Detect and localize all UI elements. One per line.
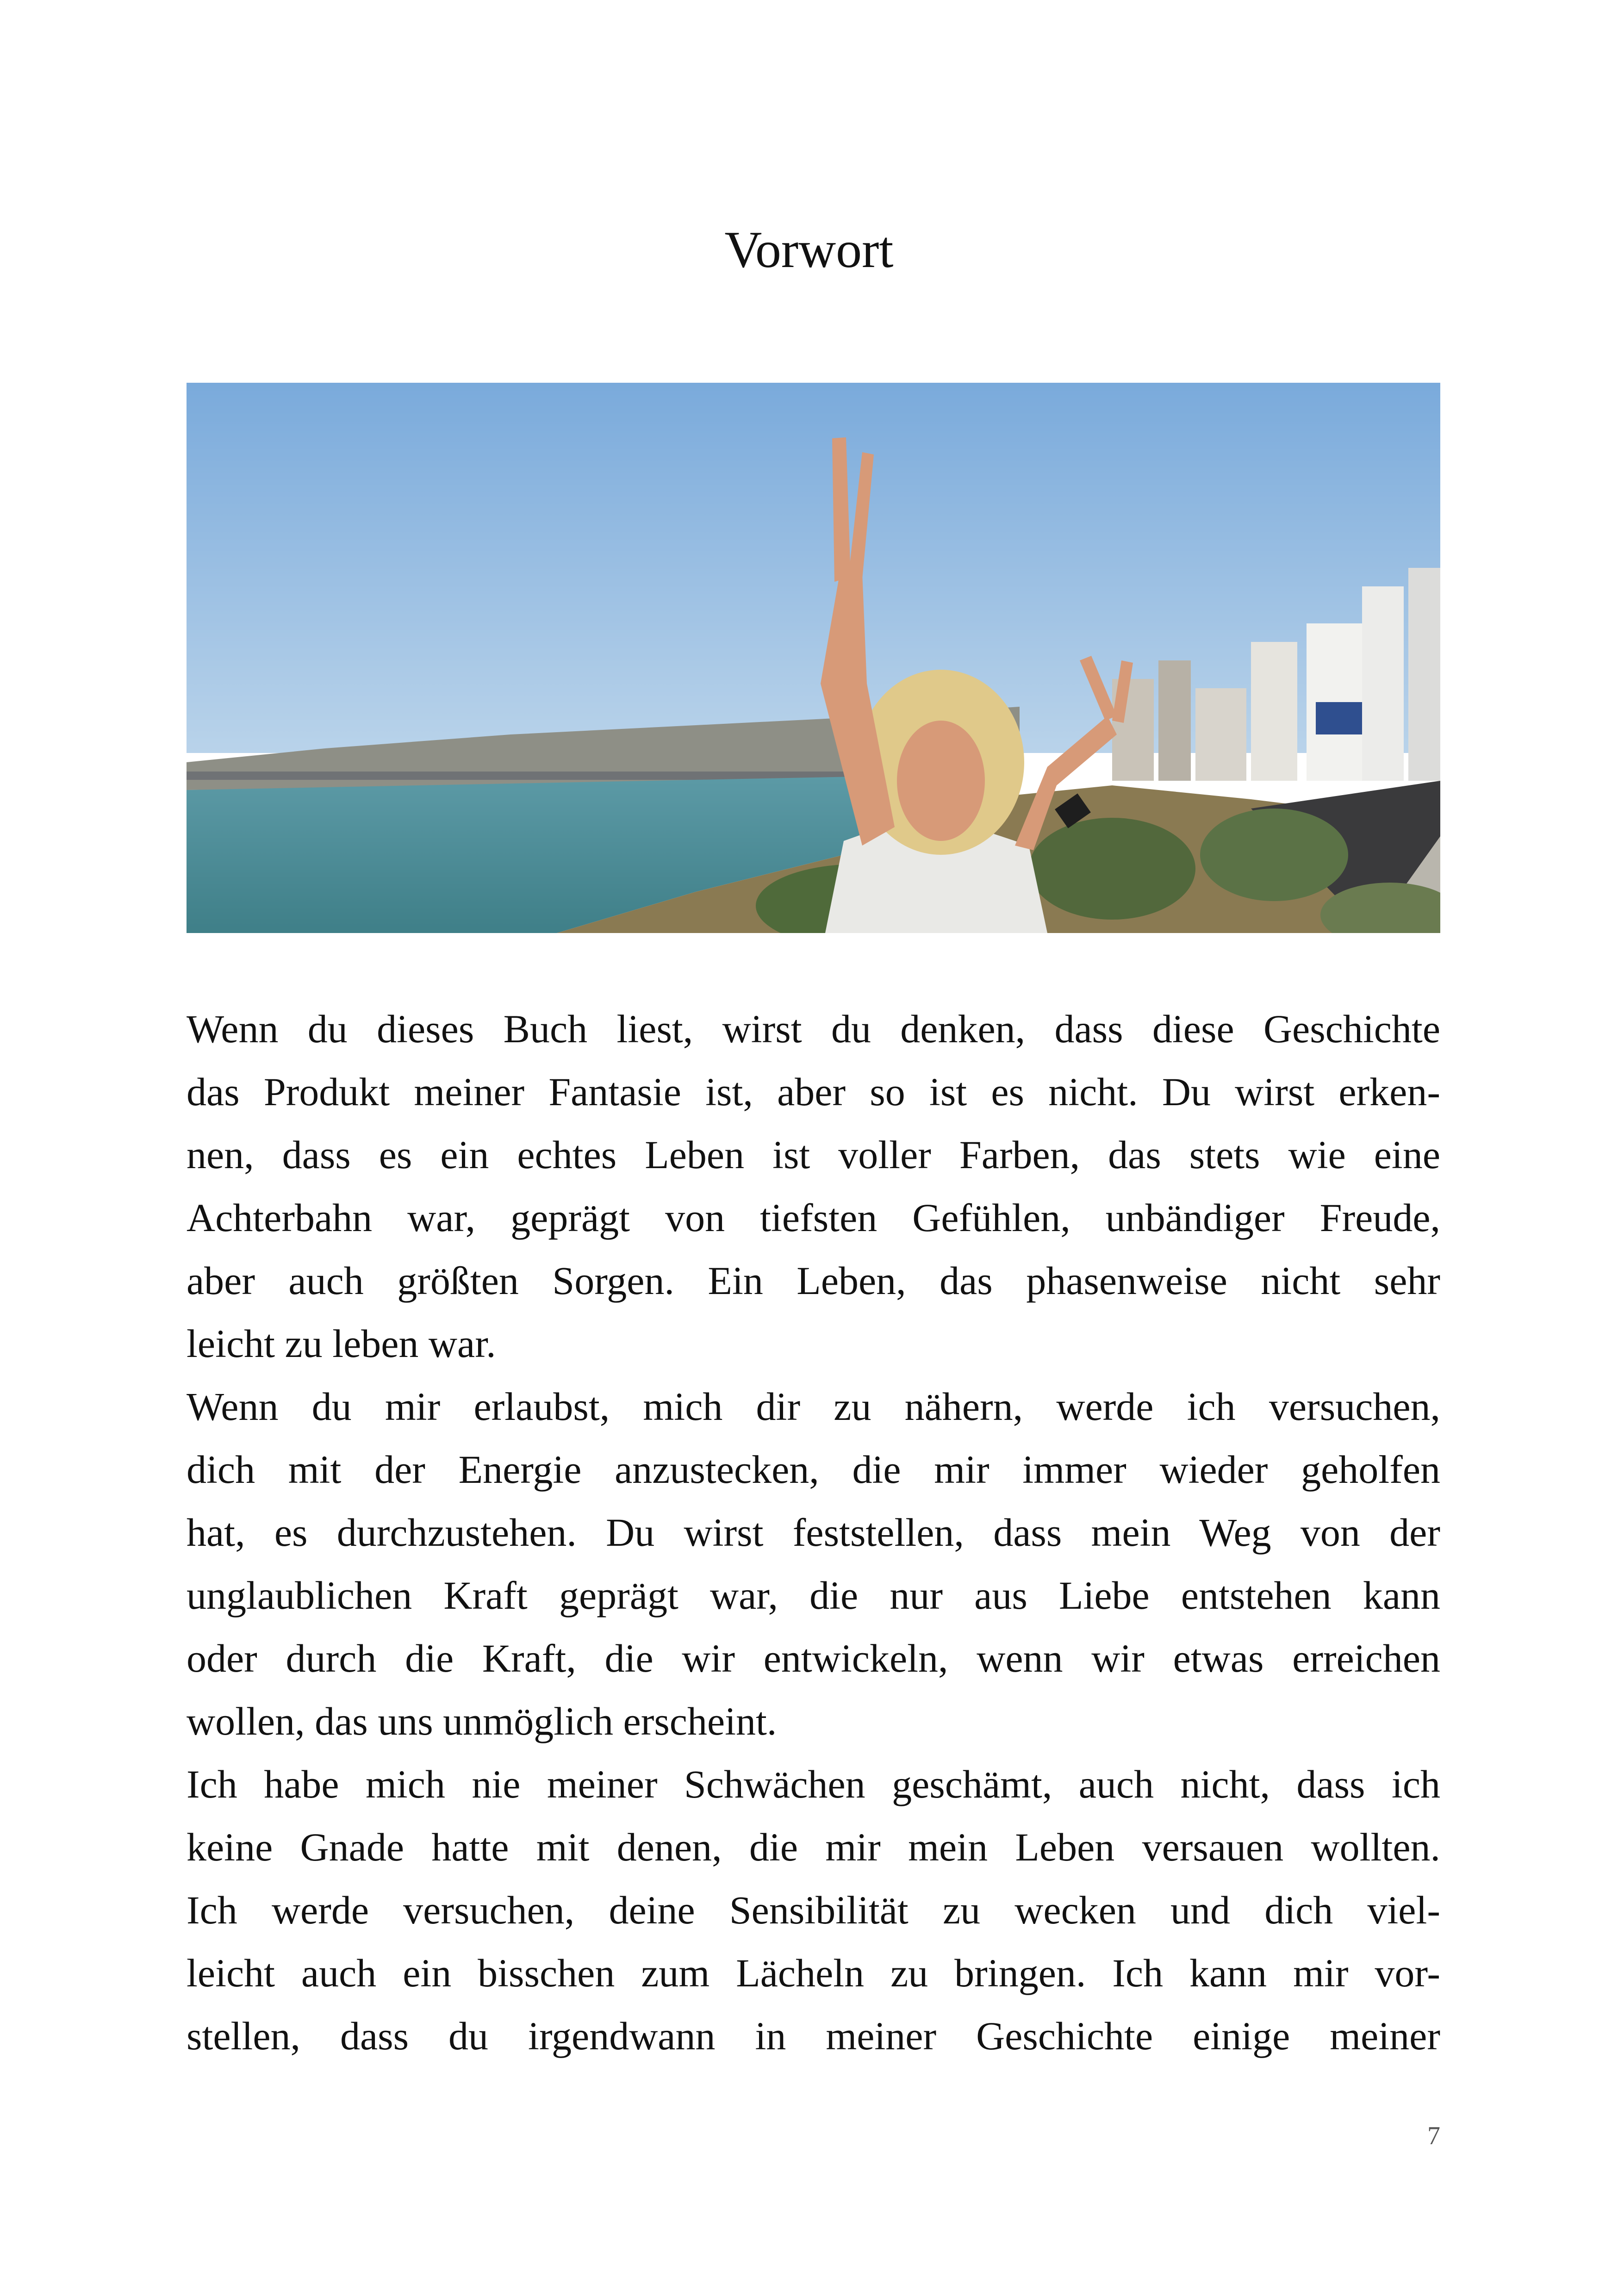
text-line: Achterbahn war, geprägt von tiefsten Gefühlen, unbändiger Freude,	[187, 1195, 1440, 1240]
photo-illustration	[187, 383, 1440, 933]
text-line: nen, dass es ein echtes Leben ist voller Farben, das stets wie eine	[187, 1132, 1440, 1177]
text-line: Ich habe mich nie meiner Schwächen geschämt, auch nicht, dass ich	[187, 1762, 1440, 1806]
text-line: Wenn du mir erlaubst, mich dir zu nähern, werde ich versuchen,	[187, 1384, 1440, 1429]
paragraph	[187, 997, 1440, 1375]
text-line: hat, es durchzustehen. Du wirst feststellen, dass mein Weg von der	[187, 1510, 1440, 1555]
text-line: Wenn du dieses Buch liest, wirst du denken, dass diese Geschichte	[187, 1007, 1440, 1051]
text-line: das Produkt meiner Fantasie ist, aber so ist es nicht. Du wirst erken-	[187, 1070, 1440, 1114]
text-line: dich mit der Energie anzustecken, die mir immer wieder geholfen	[187, 1447, 1440, 1492]
body-text	[187, 997, 1440, 2067]
text-line: keine Gnade hatte mit denen, die mir mein Leben versauen wollten.	[187, 1825, 1440, 1869]
text-line: stellen, dass du irgendwann in meiner Geschichte einige meiner	[187, 2014, 1440, 2058]
chapter-photo	[187, 383, 1440, 933]
paragraph	[187, 1375, 1440, 1753]
paragraph	[187, 1753, 1440, 2067]
text-line: oder durch die Kraft, die wir entwickeln, wenn wir etwas erreichen	[187, 1636, 1440, 1680]
text-line: leicht auch ein bisschen zum Lächeln zu bringen. Ich kann mir vor-	[187, 1951, 1440, 1995]
page-number: 7	[1427, 2122, 1440, 2150]
text-line: aber auch größten Sorgen. Ein Leben, das phasenweise nicht sehr	[187, 1258, 1440, 1303]
text-line: leicht zu leben war.	[187, 1321, 496, 1366]
chapter-title: Vorwort	[724, 221, 894, 279]
text-line: wollen, das uns unmöglich erscheint.	[187, 1699, 777, 1743]
text-line: unglaublichen Kraft geprägt war, die nur aus Liebe entstehen kann	[187, 1573, 1440, 1618]
text-line: Ich werde versuchen, deine Sensibilität zu wecken und dich viel-	[187, 1888, 1440, 1932]
